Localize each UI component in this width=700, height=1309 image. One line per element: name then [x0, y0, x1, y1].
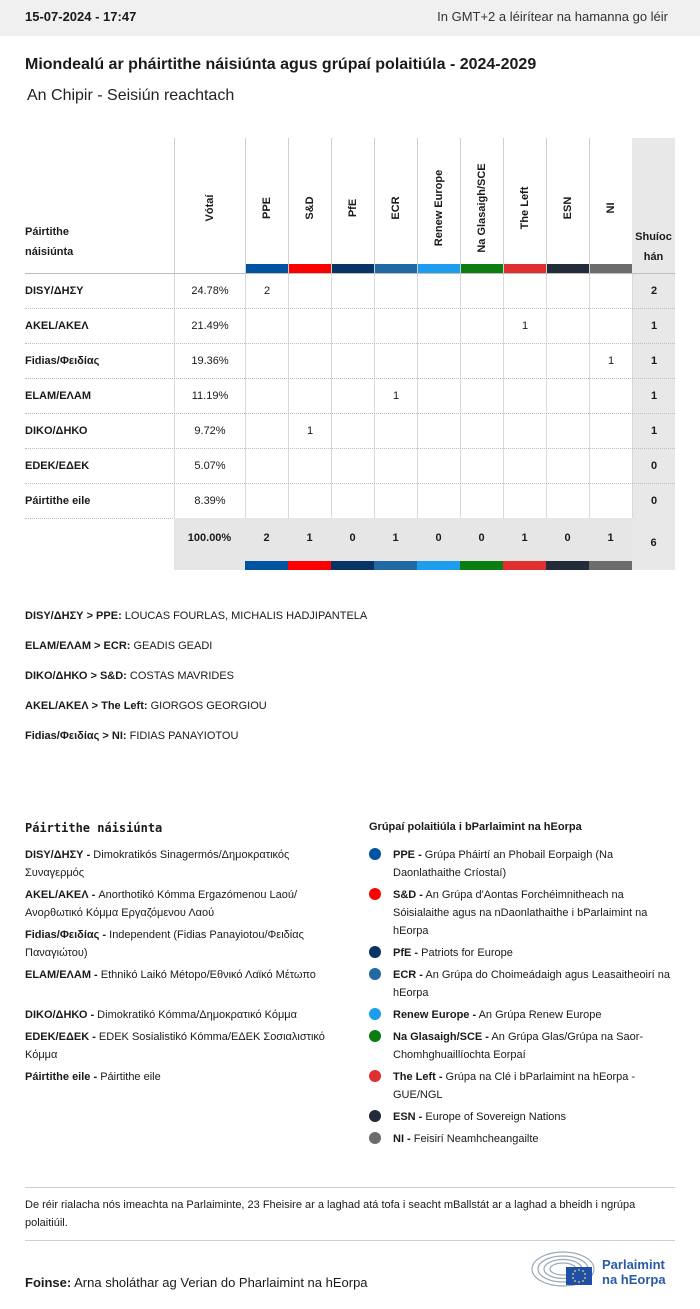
- group-color-dot-icon: [369, 888, 381, 900]
- seat-cell: [503, 484, 546, 519]
- party-name: DIKO/ΔΗΚΟ: [25, 425, 88, 437]
- seat-cell: [460, 274, 503, 309]
- party-legend-item: DISY/ΔΗΣΥ - Dimokratikós Sinagermós/Δημοκρατικός Συναγερμός: [25, 849, 290, 879]
- votes-cell: 8.39%: [174, 484, 245, 519]
- group-column-header: ECR: [374, 138, 417, 273]
- divider: [25, 1187, 675, 1188]
- group-legend-item: ECR - An Grúpa do Choimeádaigh agus Leasaitheoirí na hEorpa: [393, 966, 673, 1002]
- results-table: [25, 138, 675, 570]
- seats-cell: 1: [632, 344, 675, 379]
- party-column-header: Páirtithe náisiúnta: [25, 226, 74, 258]
- seat-cell: [331, 344, 374, 379]
- group-column-header: Renew Europe: [417, 138, 460, 273]
- seat-cell: 1: [503, 309, 546, 344]
- group-color-bar: [503, 561, 546, 570]
- votes-cell: 21.49%: [174, 309, 245, 344]
- party-legend-item: EDEK/ΕΔΕΚ - EDEK Sosialistikó Kómma/ΕΔΕΚ Σοσιαλιστικό Κόμμα: [25, 1031, 325, 1061]
- group-color-bar: [589, 561, 632, 570]
- seat-cell: [331, 449, 374, 484]
- votes-column-header: Vótaí: [174, 138, 245, 273]
- top-bar: [0, 0, 700, 36]
- table-row: [25, 343, 675, 378]
- group-legend-item: NI - Feisirí Neamhcheangailte: [393, 1130, 673, 1148]
- group-color-bar: [288, 561, 331, 570]
- timezone-note: In GMT+2 a léirítear na hamanna go léir: [437, 9, 668, 24]
- seat-cell: [589, 274, 632, 309]
- votes-cell: 24.78%: [174, 274, 245, 309]
- seat-cell: [331, 309, 374, 344]
- seat-cell: [417, 449, 460, 484]
- group-color-dot-icon: [369, 1008, 381, 1020]
- group-column-header: S&D: [288, 138, 331, 273]
- votes-cell: 19.36%: [174, 344, 245, 379]
- seat-cell: [374, 344, 417, 379]
- total-seat-cell: 0: [478, 532, 485, 544]
- seat-cell: [288, 309, 331, 344]
- group-column-header: ESN: [546, 138, 589, 273]
- seat-cell: [245, 344, 288, 379]
- table-row: [25, 413, 675, 448]
- mep-assignment: ELAM/ΕΛΑΜ > ECR: GEADIS GEADI: [25, 640, 213, 652]
- group-legend-item: PfE - Patriots for Europe: [393, 944, 673, 962]
- seat-cell: [460, 309, 503, 344]
- seat-cell: [331, 274, 374, 309]
- group-legend-item: Na Glasaigh/SCE - An Grúpa Glas/Grúpa na Saor-Chomhghuaillíochta Eorpaí: [393, 1028, 673, 1064]
- seats-cell: 1: [632, 379, 675, 414]
- group-column-header: NI: [589, 138, 632, 273]
- seat-cell: [331, 414, 374, 449]
- group-color-bar: [547, 264, 589, 273]
- seat-cell: [546, 414, 589, 449]
- group-color-dot-icon: [369, 848, 381, 860]
- seat-cell: [589, 379, 632, 414]
- group-legend-item: ESN - Europe of Sovereign Nations: [393, 1108, 673, 1126]
- seat-cell: [374, 484, 417, 519]
- seat-cell: [417, 344, 460, 379]
- table-row: [25, 448, 675, 483]
- group-column-header: PPE: [245, 138, 288, 273]
- groups-legend-title: Grúpaí polaitiúla i bParlaimint na hEorpa: [369, 821, 582, 833]
- group-color-bar: [246, 264, 288, 273]
- seats-cell: 1: [632, 414, 675, 449]
- seat-cell: [460, 449, 503, 484]
- total-seat-cell: 0: [349, 532, 356, 544]
- seat-cell: [417, 379, 460, 414]
- party-name: ELAM/ΕΛΑΜ: [25, 390, 91, 402]
- mep-assignment: Fidias/Φειδίας > NI: FIDIAS PANAYIOTOU: [25, 730, 239, 742]
- party-legend-item: ELAM/ΕΛΑΜ - Ethnikó Laikó Métopo/Εθνικό Λαϊκό Μέτωπο: [25, 969, 316, 981]
- group-color-dot-icon: [369, 968, 381, 980]
- seat-cell: [245, 484, 288, 519]
- mep-assignment: DISY/ΔΗΣΥ > PPE: LOUCAS FOURLAS, MICHALIS HADJIPANTELA: [25, 610, 368, 622]
- group-color-bar: [546, 561, 589, 570]
- seat-cell: [417, 274, 460, 309]
- seat-cell: [503, 379, 546, 414]
- seat-cell: [374, 449, 417, 484]
- group-column-header: PfE: [331, 138, 374, 273]
- mep-assignment: AKEL/ΑΚΕΛ > The Left: GIORGOS GEORGIOU: [25, 700, 267, 712]
- seat-cell: [288, 344, 331, 379]
- group-color-dot-icon: [369, 1132, 381, 1144]
- seat-cell: [245, 379, 288, 414]
- seat-cell: [288, 449, 331, 484]
- seat-cell: [546, 344, 589, 379]
- timestamp: 15-07-2024 - 17:47: [25, 9, 137, 24]
- table-row: [25, 273, 675, 308]
- page-title: Miondealú ar pháirtithe náisiúnta agus grúpaí polaitiúla - 2024-2029: [25, 56, 537, 73]
- seat-cell: 1: [374, 379, 417, 414]
- seat-cell: [374, 414, 417, 449]
- group-column-header: Na Glasaigh/SCE: [460, 138, 503, 273]
- group-legend-item: The Left - Grúpa na Clé i bParlaimint na hEorpa - GUE/NGL: [393, 1068, 673, 1104]
- logo-text: Parlaimint na hEorpa: [602, 1257, 666, 1287]
- seats-cell: 0: [632, 449, 675, 484]
- total-seat-cell: 1: [521, 532, 528, 544]
- table-row: [25, 308, 675, 343]
- party-legend-item: AKEL/ΑΚΕΛ - Anorthotikó Kómma Ergazómenou Laoú/ Ανορθωτικό Κόμμα Εργαζόμενου Λαού: [25, 889, 298, 919]
- seat-cell: [460, 414, 503, 449]
- totals-row: [25, 518, 675, 570]
- votes-cell: 9.72%: [174, 414, 245, 449]
- mep-assignment: DIKO/ΔΗΚΟ > S&D: COSTAS MAVRIDES: [25, 670, 234, 682]
- group-legend-item: PPE - Grúpa Pháirtí an Phobail Eorpaigh (Na Daonlathaithe Críostaí): [393, 846, 673, 882]
- total-seat-cell: 1: [306, 532, 313, 544]
- seat-cell: 1: [589, 344, 632, 379]
- seat-cell: [460, 484, 503, 519]
- group-color-bar: [331, 561, 374, 570]
- group-legend-item: Renew Europe - An Grúpa Renew Europe: [393, 1006, 673, 1024]
- seat-cell: [546, 274, 589, 309]
- seat-cell: [589, 309, 632, 344]
- party-name: AKEL/ΑΚΕΛ: [25, 320, 89, 332]
- parties-legend-title: Páirtithe náisiúnta: [25, 821, 163, 835]
- seat-cell: [589, 484, 632, 519]
- total-votes: 100.00%: [187, 532, 232, 544]
- group-color-bar: [461, 264, 503, 273]
- table-row: [25, 378, 675, 413]
- source-line: Foinse: Arna sholáthar ag Verian do Pharlaimint na hEorpa: [25, 1275, 368, 1290]
- seat-cell: [417, 309, 460, 344]
- party-name: DISY/ΔΗΣΥ: [25, 285, 84, 297]
- seat-cell: [417, 414, 460, 449]
- group-color-bar: [374, 561, 417, 570]
- total-seat-cell: 1: [392, 532, 399, 544]
- group-color-bar: [375, 264, 417, 273]
- seat-cell: [546, 484, 589, 519]
- seats-cell: 2: [632, 274, 675, 309]
- total-seats: 6: [632, 518, 675, 570]
- group-column-header: The Left: [503, 138, 546, 273]
- party-name: EDEK/ΕΔΕΚ: [25, 460, 90, 472]
- seat-cell: [331, 379, 374, 414]
- party-name: Páirtithe eile: [25, 495, 91, 507]
- party-legend-item: DIKO/ΔΗΚΟ - Dimokratikó Kómma/Δημοκρατικό Κόμμα: [25, 1009, 297, 1021]
- total-seat-cell: 2: [263, 532, 270, 544]
- seat-cell: [546, 379, 589, 414]
- seats-cell: 0: [632, 484, 675, 519]
- total-seat-cell: 0: [435, 532, 442, 544]
- group-color-dot-icon: [369, 946, 381, 958]
- group-color-bar: [289, 264, 331, 273]
- seat-cell: [503, 449, 546, 484]
- seat-cell: [245, 414, 288, 449]
- seat-cell: [460, 344, 503, 379]
- group-color-bar: [332, 264, 374, 273]
- seats-cell: 1: [632, 309, 675, 344]
- seat-cell: [331, 484, 374, 519]
- seat-cell: 2: [245, 274, 288, 309]
- seat-cell: [503, 344, 546, 379]
- seat-cell: [546, 449, 589, 484]
- seat-cell: [546, 309, 589, 344]
- seat-cell: [288, 379, 331, 414]
- votes-cell: 11.19%: [174, 379, 245, 414]
- seat-cell: [288, 484, 331, 519]
- group-color-bar: [460, 561, 503, 570]
- group-color-dot-icon: [369, 1110, 381, 1122]
- table-row: [25, 483, 675, 518]
- seat-cell: [245, 449, 288, 484]
- seat-cell: [417, 484, 460, 519]
- group-color-bar: [245, 561, 288, 570]
- seat-cell: [288, 274, 331, 309]
- seat-cell: [589, 414, 632, 449]
- seat-cell: [503, 274, 546, 309]
- party-legend-item: Páirtithe eile - Páirtithe eile: [25, 1071, 161, 1083]
- seat-cell: [374, 274, 417, 309]
- seat-cell: [460, 379, 503, 414]
- group-color-dot-icon: [369, 1030, 381, 1042]
- party-name: Fidias/Φειδίας: [25, 355, 100, 367]
- seat-cell: [503, 414, 546, 449]
- seat-cell: [374, 309, 417, 344]
- votes-cell: 5.07%: [174, 449, 245, 484]
- group-color-dot-icon: [369, 1070, 381, 1082]
- group-color-bar: [417, 561, 460, 570]
- seat-cell: [245, 309, 288, 344]
- seats-column-header: Shuíoc hán: [632, 138, 675, 273]
- divider: [25, 1240, 675, 1241]
- party-legend-item: Fidias/Φειδίας - Independent (Fidias Panayiotou/Φειδίας Παναγιώτου): [25, 929, 304, 959]
- seat-cell: [589, 449, 632, 484]
- group-color-bar: [418, 264, 460, 273]
- rules-note: De réir rialacha nós imeachta na Parlaiminte, 23 Fheisire ar a laghad atá tofa i seacht mBallstát ar a laghad a bheidh i ngrúpa polaitiúil.: [25, 1199, 636, 1229]
- group-legend-item: S&D - An Grúpa d'Aontas Forchéimnitheach na Sóisialaithe agus na nDaonlathaithe i bParlaimint na hEorpa: [393, 886, 673, 940]
- page-subtitle: An Chipir - Seisiún reachtach: [27, 87, 235, 104]
- seat-cell: 1: [288, 414, 331, 449]
- group-color-bar: [590, 264, 632, 273]
- total-seat-cell: 0: [564, 532, 571, 544]
- total-seat-cell: 1: [607, 532, 614, 544]
- group-color-bar: [504, 264, 546, 273]
